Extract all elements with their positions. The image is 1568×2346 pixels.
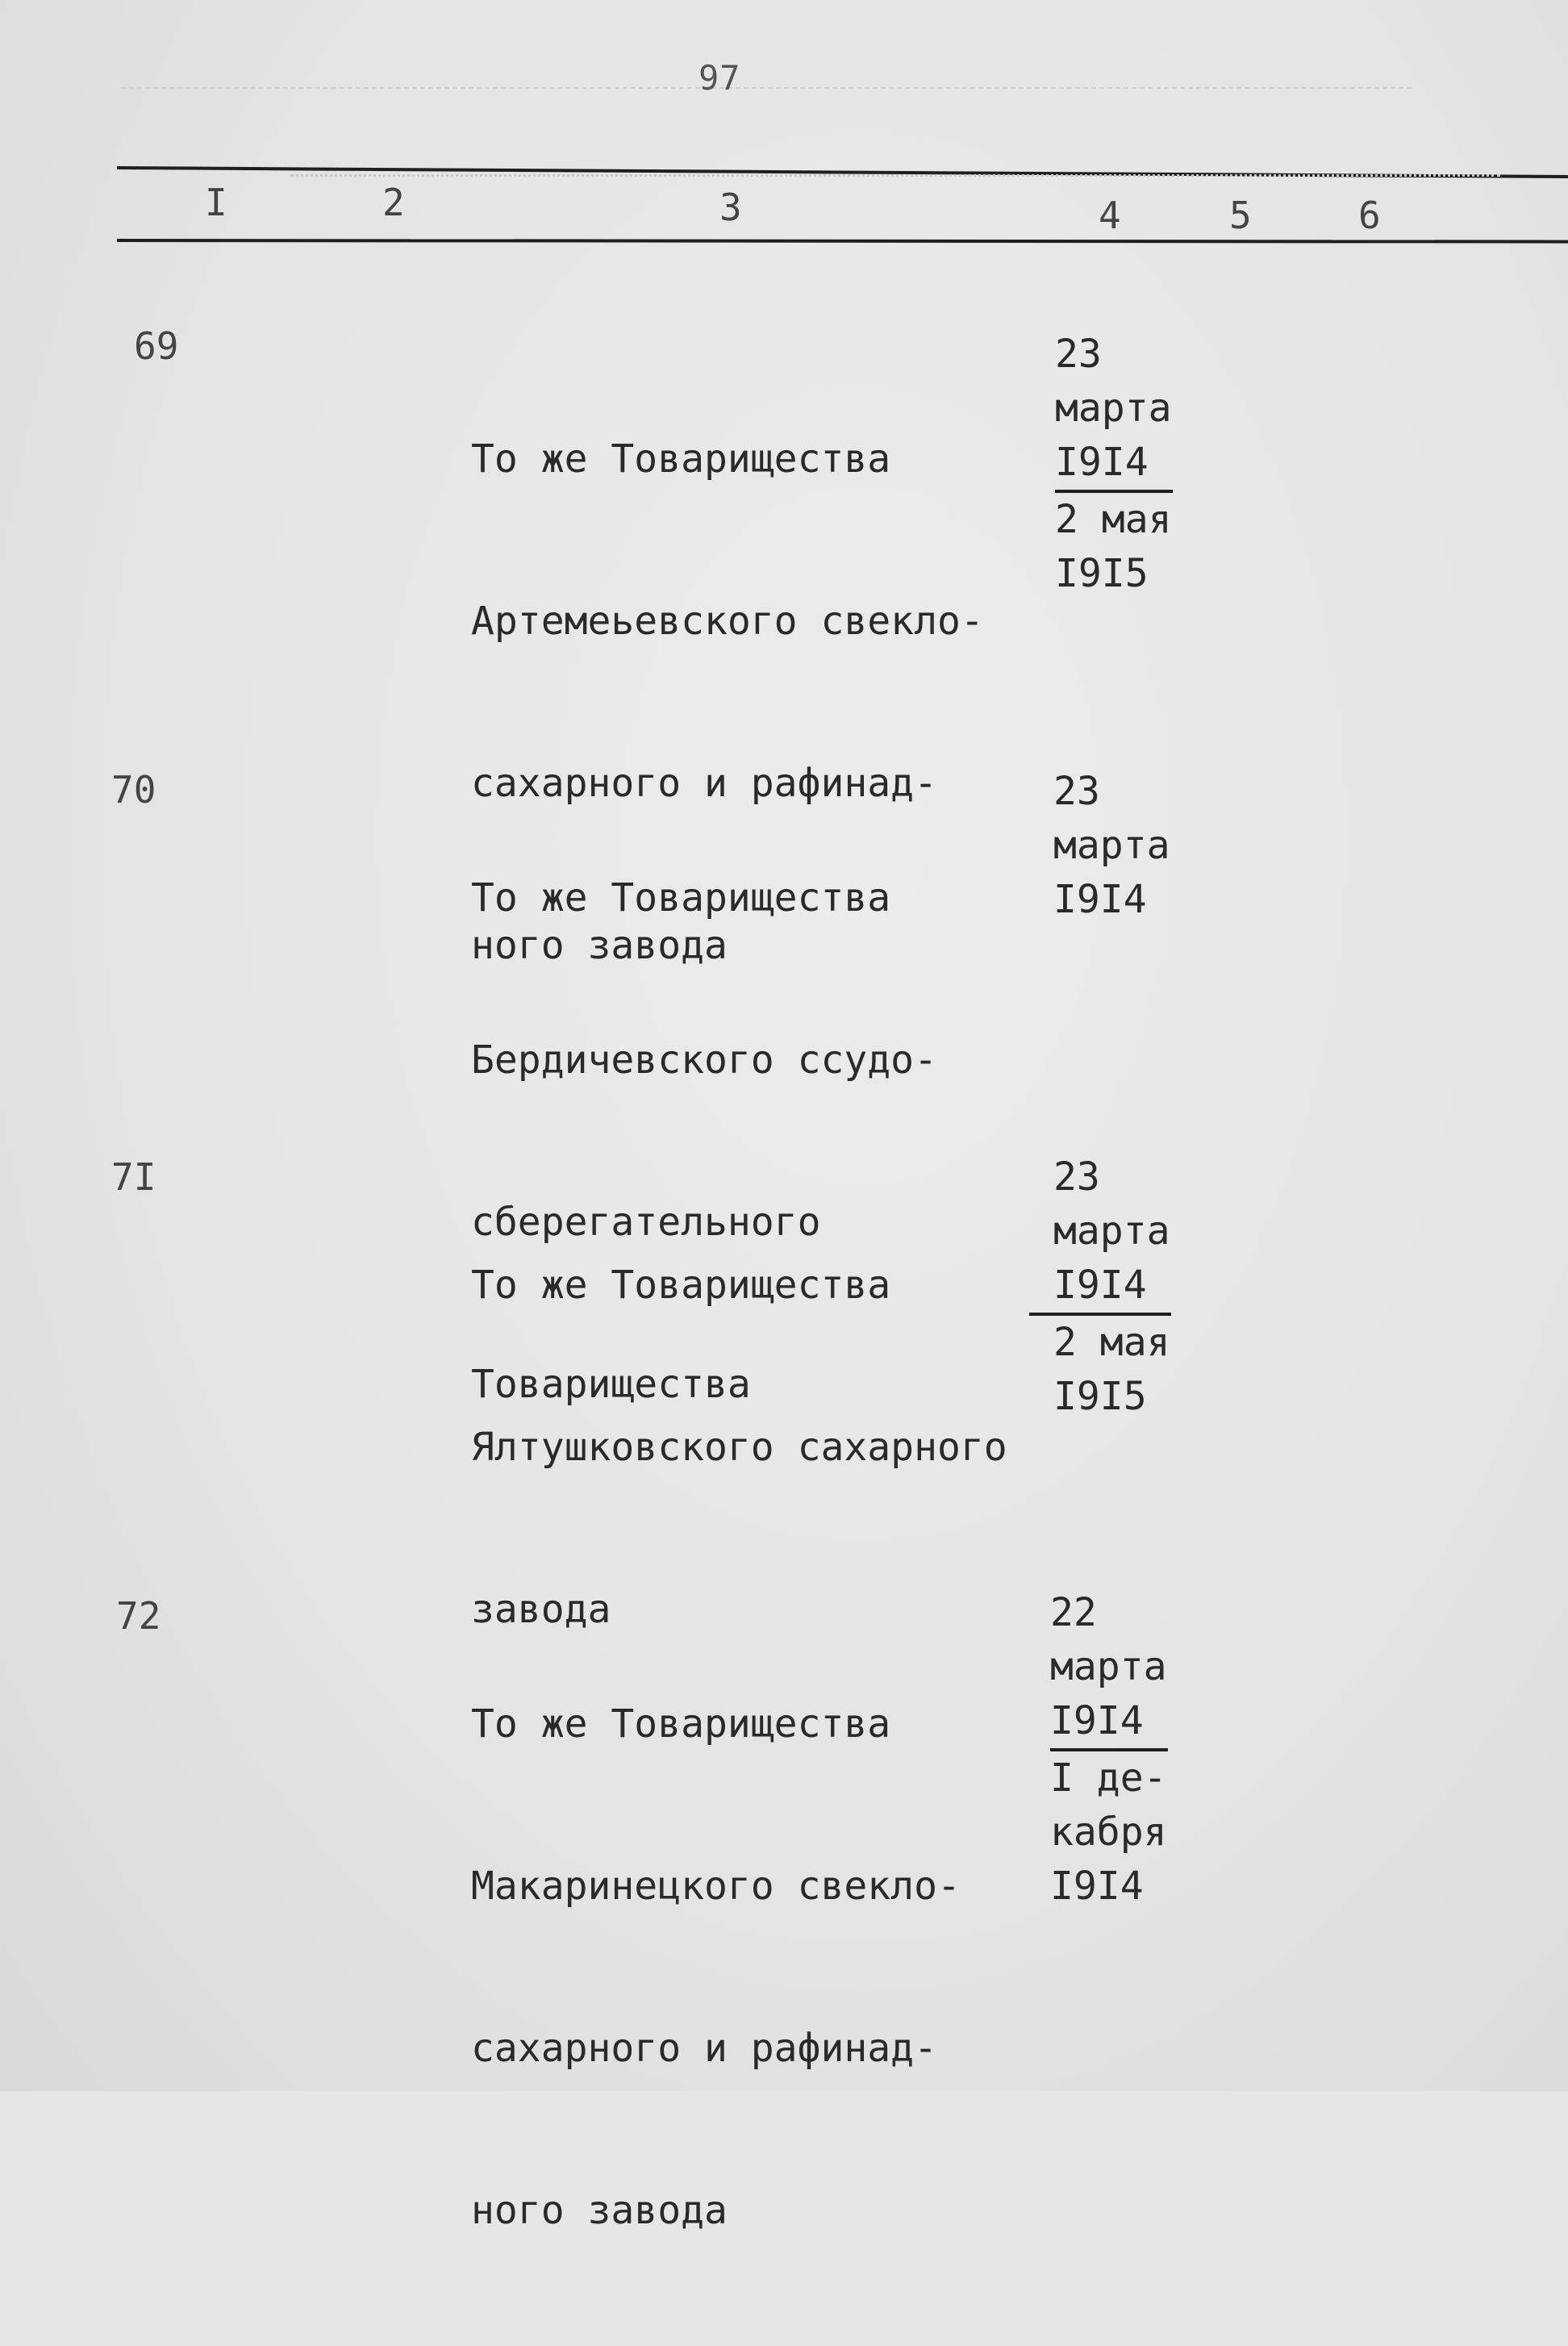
date-line: марта [1053,823,1170,868]
date-line: марта [1053,1208,1170,1254]
date-line: 23 [1053,1154,1100,1200]
date-line: I9I5 [1053,1374,1147,1419]
date-line [1053,1259,1171,1316]
table-header-bottom-rule [117,239,1568,244]
column-header-2: 2 [382,181,405,224]
entry-title-line: То же Товарищества [471,875,891,920]
date-line: I9I4 [1053,877,1147,922]
column-header-4: 4 [1099,194,1121,237]
page-number: 97 [699,58,741,98]
entry-title-line: сберегательного [471,1200,821,1245]
date-line: 2 мая [1055,497,1172,542]
entry-dates [1050,1586,1168,1914]
date-line: I де- [1050,1755,1167,1801]
entry-number: 69 [134,324,179,368]
entry-title [471,1589,961,2346]
entry-title-line: То же Товарищества [471,1701,891,1747]
date-line [1055,436,1173,493]
date-line: I9I5 [1055,551,1149,596]
entry-title-line: ного завода [471,923,728,968]
date-line-underlined: I9I4 [1055,436,1173,493]
entry-number: 72 [116,1594,161,1638]
date-line: I9I4 [1050,1864,1144,1909]
entry-title-line: ного завода [471,2188,728,2233]
entry-title-line: Бердичевского ссудо- [471,1037,937,1083]
date-line: марта [1055,386,1172,431]
column-header-5: 5 [1229,194,1252,237]
date-line-underlined: I9I4 [1029,1259,1171,1316]
entry-dates [1053,1150,1171,1424]
entry-title-line: Макаринецкого свекло- [471,1864,961,1909]
date-line: 23 [1053,769,1100,814]
entry-title-line: Артемеьевского свекло- [471,599,984,644]
entry-number: 70 [111,768,156,812]
entry-dates [1055,328,1173,601]
date-line: 2 мая [1053,1320,1170,1365]
date-line: 23 [1055,332,1102,377]
column-header-3: 3 [719,186,742,229]
date-line [1050,1694,1168,1751]
column-header-1: I [205,181,227,224]
entry-title-line: Ялтушковского сахарного [471,1425,1007,1470]
column-header-6: 6 [1358,194,1381,237]
entry-number: 7I [111,1155,156,1199]
faint-rule-trace [290,174,1500,177]
entry-title-line: То же Товарищества [471,1263,891,1308]
entry-title-line: Товарищества [471,1362,751,1407]
entry-title-line: сахарного и рафинад- [471,2026,937,2071]
faint-header-line [121,87,1412,89]
entry-title-line: То же Товарищества [471,436,891,482]
entry-title-line: завода [471,1587,611,1632]
date-line: кабря [1050,1810,1167,1855]
entry-title-line: сахарного и рафинад- [471,761,937,806]
entry-dates [1053,765,1170,927]
date-line: марта [1050,1644,1167,1689]
date-line-underlined: I9I4 [1050,1694,1168,1751]
date-line: 22 [1050,1590,1097,1635]
